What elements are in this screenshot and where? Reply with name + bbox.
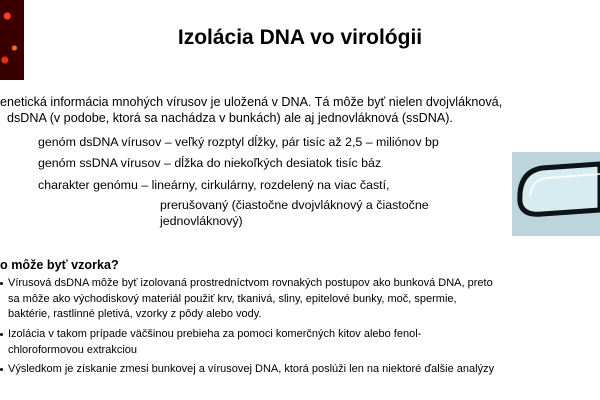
- bullet-text-line: Izolácia v takom prípade väčšinou prebieha za pomoci komerčných kitov alebo fenol-: [8, 328, 422, 340]
- bullet-dot: [0, 368, 3, 371]
- bullet-text-line: sa môže ako východiskový materiál použiť krv, tkanivá, sliny, epitelové bunky, moč, spermie,: [8, 293, 457, 305]
- genome-item-ssdna: genóm ssDNA vírusov – dĺžka do niekoľkých desiatok tisíc báz: [38, 156, 382, 170]
- intro-line-2: dsDNA (v podobe, ktorá sa nachádza v bunkách) ale aj jednovláknová (ssDNA).: [7, 111, 453, 125]
- genome-item-dsdna: genóm dsDNA vírusov – veľký rozptyl dĺžky, pár tisíc až 2,5 – miliónov bp: [38, 135, 439, 149]
- page-title: Izolácia DNA vo virológii: [177, 26, 423, 49]
- section-heading: o môže byť vzorka?: [0, 258, 119, 272]
- bullet-text-line: baktérie, rastlinné pletivá, vzorky z pôdy alebo vody.: [8, 308, 262, 320]
- bullet-text-line: Výsledkom je získanie zmesi bunkovej a vírusovej DNA, ktorá poslúži len na niektoré ďalšie analýzy: [8, 363, 495, 375]
- bullet-dot: [0, 333, 3, 336]
- bullet-text-line: Vírusová dsDNA môže byť izolovaná prostredníctvom rovnakých postupov ako bunková DNA, preto: [8, 277, 493, 289]
- bullet-dot: [0, 282, 3, 285]
- bullet-text-line: chloroformovou extrakciou: [8, 344, 138, 356]
- genome-item-character-cont-2: jednovláknový): [160, 214, 243, 228]
- genome-item-character: charakter genómu – lineárny, cirkulárny, rozdelený na viac častí,: [38, 178, 390, 192]
- genome-item-character-cont-1: prerušovaný (čiastočne dvojvláknový a čiastočne: [160, 198, 429, 212]
- intro-line-1: enetická informácia mnohých vírusov je uložená v DNA. Tá môže byť nielen dvojvláknová,: [0, 95, 503, 109]
- virus-capsule-micrograph-image: [512, 152, 600, 236]
